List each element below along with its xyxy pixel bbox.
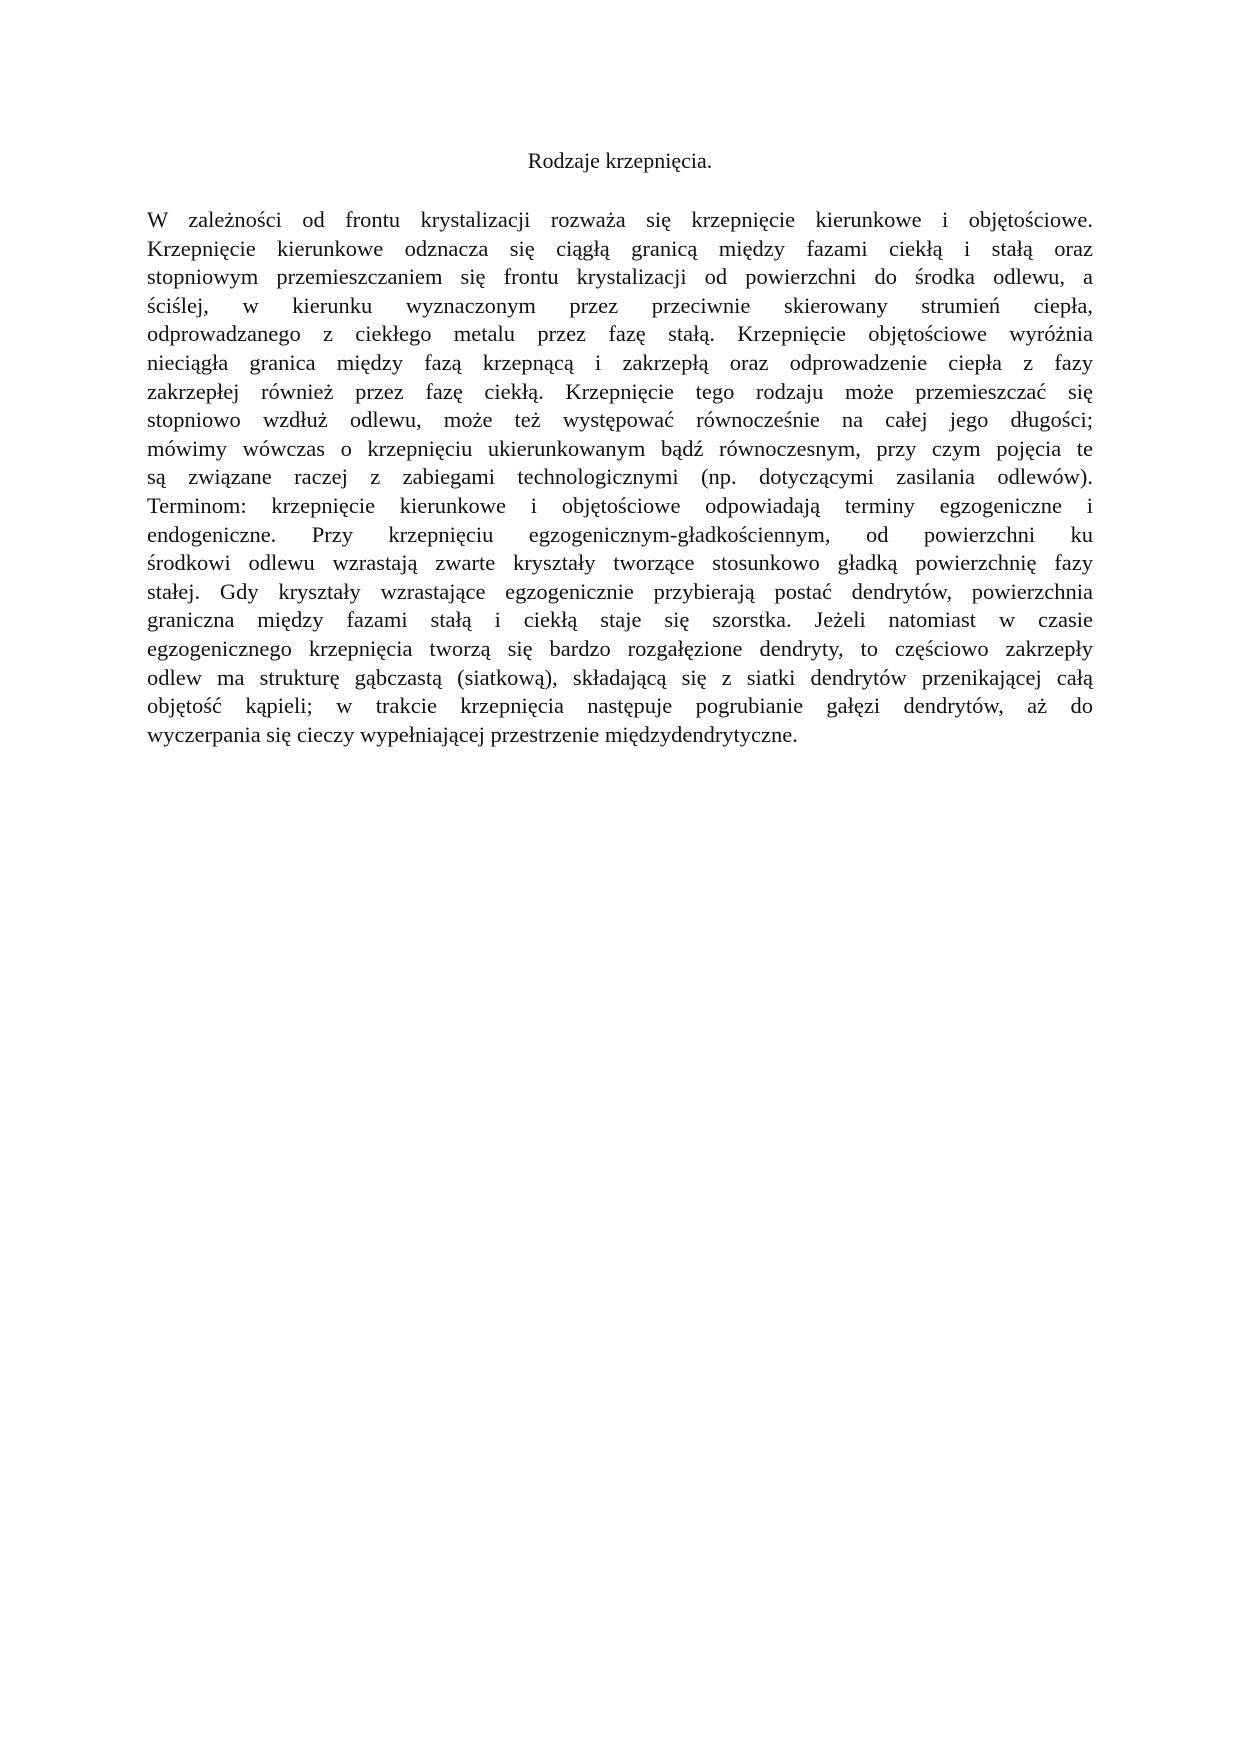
paragraph-line: Terminom: krzepnięcie kierunkowe i objętościowe odpowiadają terminy egzogeniczne i bbox=[147, 492, 1093, 518]
paragraph-line: egzogenicznego krzepnięcia tworzą się bardzo rozgałęzione dendryty, to częściowo zakrzepły bbox=[147, 635, 1093, 661]
paragraph-line: endogeniczne. Przy krzepnięciu egzogenicznym-gładkościennym, od powierzchni ku bbox=[147, 521, 1093, 547]
paragraph-line: stałej. Gdy kryształy wzrastające egzogenicznie przybierają postać dendrytów, powierzchnia bbox=[147, 578, 1093, 604]
paragraph-line: stopniowym przemieszczaniem się frontu krystalizacji od powierzchni do środka odlewu, a bbox=[147, 264, 1093, 290]
paragraph-line: ściślej, w kierunku wyznaczonym przez przeciwnie skierowany strumień ciepła, bbox=[147, 292, 1093, 318]
document-title: Rodzaje krzepnięcia. bbox=[527, 148, 713, 173]
paragraph-line: są związane raczej z zabiegami technologicznymi (np. dotyczącymi zasilania odlewów). bbox=[147, 464, 1093, 490]
body-paragraph bbox=[147, 206, 1093, 749]
paragraph-line: objętość kąpieli; w trakcie krzepnięcia następuje pogrubianie gałęzi dendrytów, aż do bbox=[147, 693, 1093, 719]
paragraph-line: stopniowo wzdłuż odlewu, może też występować równocześnie na całej jego długości; bbox=[147, 407, 1093, 433]
paragraph-line: środkowi odlewu wzrastają zwarte kryształy tworzące stosunkowo gładką powierzchnię fazy bbox=[147, 550, 1093, 576]
paragraph-line: wyczerpania się cieczy wypełniającej przestrzenie międzydendrytyczne. bbox=[147, 721, 798, 747]
paragraph-line: nieciągła granica między fazą krzepnącą i zakrzepłą oraz odprowadzenie ciepła z fazy bbox=[147, 349, 1093, 375]
paragraph-line: graniczna między fazami stałą i ciekłą staje się szorstka. Jeżeli natomiast w czasie bbox=[147, 607, 1093, 633]
paragraph-line: odprowadzanego z ciekłego metalu przez fazę stałą. Krzepnięcie objętościowe wyróżnia bbox=[147, 321, 1093, 347]
paragraph-line: Krzepnięcie kierunkowe odznacza się ciągłą granicą między fazami ciekłą i stałą oraz bbox=[147, 235, 1093, 261]
paragraph-line: W zależności od frontu krystalizacji rozważa się krzepnięcie kierunkowe i objętościowe. bbox=[147, 207, 1093, 232]
paragraph-line: zakrzepłej również przez fazę ciekłą. Krzepnięcie tego rodzaju może przemieszczać się bbox=[147, 378, 1093, 404]
paragraph-line: odlew ma strukturę gąbczastą (siatkową), składającą się z siatki dendrytów przenikającej całą bbox=[147, 664, 1093, 690]
paragraph-line: mówimy wówczas o krzepnięciu ukierunkowanym bądź równoczesnym, przy czym pojęcia te bbox=[147, 435, 1093, 461]
